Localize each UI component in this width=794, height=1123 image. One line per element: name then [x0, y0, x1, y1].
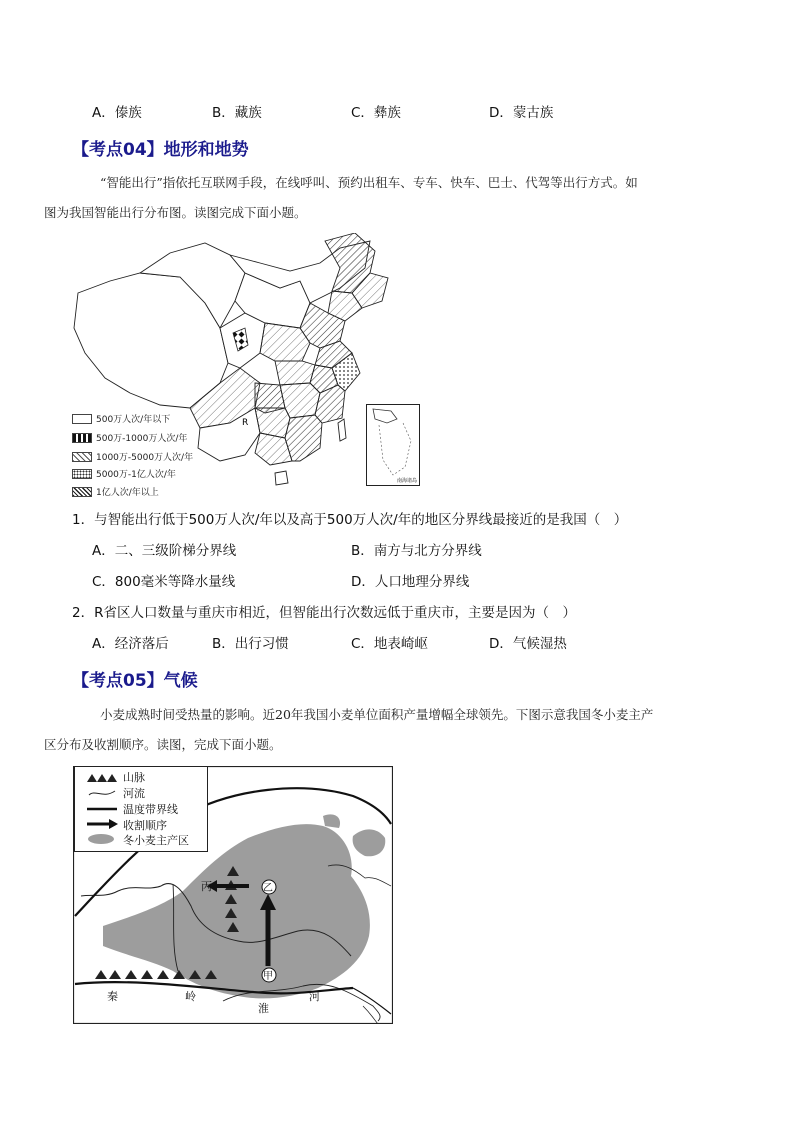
legend-mountain-label: 山脉 — [123, 771, 145, 784]
legend-river-label: 河流 — [123, 787, 145, 800]
legend-swatch-dots — [72, 469, 92, 479]
legend-label-5: 1亿人次/年以上 — [96, 488, 159, 498]
wheat-map-legend — [74, 766, 208, 852]
q0-option-c: C．彝族 — [351, 105, 401, 121]
inset-outline — [367, 405, 419, 485]
q2-option-c: C．地表崎岖 — [351, 636, 428, 652]
wheat-area-icon — [88, 834, 114, 844]
section5-intro-line2: 区分布及收割顺序。读图，完成下面小题。 — [44, 737, 282, 752]
section4-intro-line2: 图为我国智能出行分布图。读图完成下面小题。 — [44, 205, 307, 220]
q0-option-b: B．藏族 — [212, 105, 262, 121]
legend-label-2: 500万-1000万人次/年 — [96, 434, 188, 444]
river-icon — [89, 791, 115, 795]
harvest-arrow-icon — [87, 819, 118, 829]
legend-label-1: 500万人次/年以下 — [96, 415, 171, 425]
q2-option-a: A．经济落后 — [92, 636, 169, 652]
legend-label-4: 5000万-1亿人次/年 — [96, 470, 176, 480]
label-bing: 丙 — [201, 880, 212, 893]
legend-wheat-label: 冬小麦主产区 — [123, 834, 189, 847]
label-ling: 岭 — [185, 990, 196, 1003]
q0-option-a: A．傣族 — [92, 105, 142, 121]
legend-swatch-hatch-heavy — [72, 487, 92, 497]
legend-item-3 — [72, 450, 193, 463]
south-china-sea-inset — [366, 404, 420, 486]
legend-item-5 — [72, 485, 159, 498]
section5-intro — [44, 700, 728, 760]
inset-caption: 南海诸岛 — [396, 478, 417, 484]
section-heading-04: 【考点04】地形和地势 — [72, 140, 249, 160]
q1-option-b: B．南方与北方分界线 — [351, 543, 482, 559]
legend-swatch-diamonds — [72, 433, 92, 443]
section5-intro-line1: 小麦成熟时间受热量的影响。近20年我国小麦单位面积产量增幅全球领先。下图示意我国冬小麦主产 — [100, 707, 654, 722]
wheat-legend-symbols — [85, 771, 119, 849]
label-he: 河 — [309, 990, 320, 1003]
question-1: 1．与智能出行低于500万人次/年以及高于500万人次/年的地区分界线最接近的是我国（ ） — [72, 512, 628, 528]
legend-item-2 — [72, 431, 187, 444]
legend-harvest-label: 收割顺序 — [123, 819, 167, 832]
q0-option-d: D．蒙古族 — [489, 105, 554, 121]
label-huai: 淮 — [258, 1002, 269, 1015]
legend-label-3: 1000万-5000万人次/年 — [96, 453, 194, 463]
label-qin: 秦 — [107, 990, 118, 1003]
label-yi: 乙 — [263, 883, 273, 894]
legend-swatch-hatch-light — [72, 452, 92, 462]
legend-item-1 — [72, 412, 170, 425]
q1-option-a: A．二、三级阶梯分界线 — [92, 543, 237, 559]
region-r-label: R — [242, 418, 249, 428]
q2-option-d: D．气候湿热 — [489, 636, 567, 652]
section4-intro-line1: “智能出行”指依托互联网手段，在线呼叫、预约出租车、专车、快车、巴士、代驾等出行方式。如 — [100, 175, 638, 190]
q2-option-b: B．出行习惯 — [212, 636, 289, 652]
label-jia: 甲 — [263, 971, 273, 982]
mountain-icon — [87, 774, 117, 782]
section-heading-05: 【考点05】气候 — [72, 671, 198, 691]
legend-temperature-label: 温度带界线 — [123, 803, 178, 816]
question-2: 2．R省区人口数量与重庆市相近，但智能出行次数远低于重庆市，主要是因为（ ） — [72, 605, 576, 621]
legend-swatch-white — [72, 414, 92, 424]
section4-intro — [44, 168, 728, 228]
q1-option-c: C．800毫米等降水量线 — [92, 574, 236, 590]
q1-option-d: D．人口地理分界线 — [351, 574, 470, 590]
legend-item-4 — [72, 467, 176, 480]
